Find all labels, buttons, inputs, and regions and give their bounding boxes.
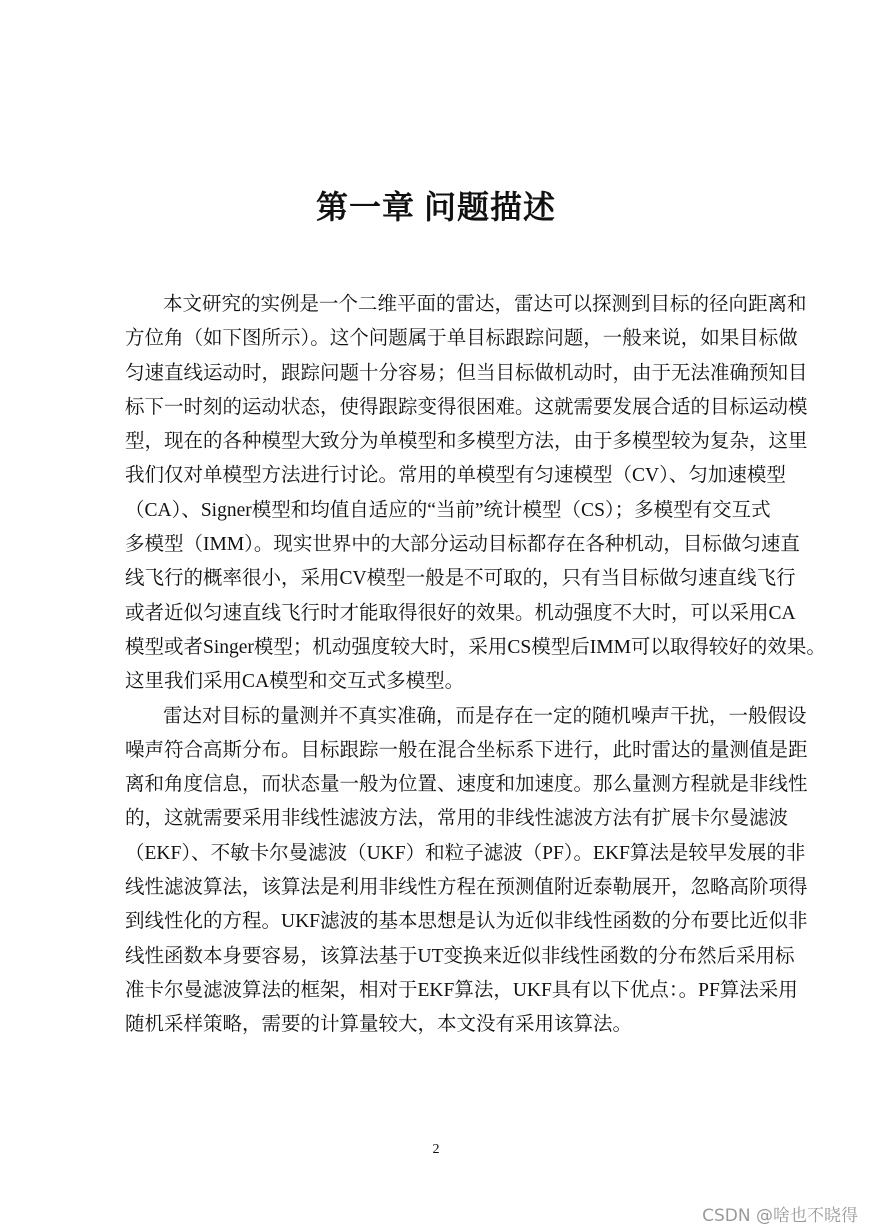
text-line: 方位角（如下图所示）。这个问题属于单目标跟踪问题，一般来说，如果目标做 (125, 328, 798, 350)
text-line: 标下一时刻的运动状态，使得跟踪变得很困难。这就需要发展合适的目标运动模 (125, 396, 808, 418)
text-line: 匀速直线运动时，跟踪问题十分容易；但当目标做机动时，由于无法准确预知目 (125, 362, 808, 384)
text-line: 本文研究的实例是一个二维平面的雷达，雷达可以探测到目标的径向距离和 (163, 294, 807, 315)
text-line: 或者近似匀速直线飞行时才能取得很好的效果。机动强度不大时，可以采用CA (125, 602, 796, 624)
text-line: （CA）、Signer模型和均值自适应的“当前”统计模型（CS）；多模型有交互式 (125, 499, 771, 521)
text-line: 雷达对目标的量测并不真实准确，而是存在一定的随机噪声干扰，一般假设 (163, 705, 807, 727)
text-line: 的，这就需要采用非线性滤波方法，常用的非线性滤波方法有扩展卡尔曼滤波 (125, 808, 789, 830)
chapter-title: 第一章 问题描述 (315, 189, 556, 225)
text-line: 线飞行的概率很小，采用CV模型一般是不可取的，只有当目标做匀速直线飞行 (125, 568, 796, 590)
text-line: （EKF）、不敏卡尔曼滤波（UKF）和粒子滤波（PF）。EKF算法是较早发展的非 (125, 842, 806, 864)
text-line: 这里我们采用CA模型和交互式多模型。 (125, 671, 465, 693)
text-line: 多模型（IMM）。现实世界中的大部分运动目标都存在各种机动，目标做匀速直 (125, 534, 800, 556)
text-line: 线性滤波算法，该算法是利用非线性方程在预测值附近泰勒展开，忽略高阶项得 (125, 877, 808, 899)
text-line: 型，现在的各种模型大致分为单模型和多模型方法，由于多模型较为复杂，这里 (125, 431, 808, 453)
text-line: 我们仅对单模型方法进行讨论。常用的单模型有匀速模型（CV）、匀加速模型 (125, 465, 786, 487)
document-body (125, 288, 826, 1043)
text-line: 噪声符合高斯分布。目标跟踪一般在混合坐标系下进行，此时雷达的量测值是距 (125, 739, 808, 761)
paragraph (125, 288, 826, 700)
text-line: 随机采样策略，需要的计算量较大，本文没有采用该算法。 (125, 1014, 633, 1036)
text-line: 模型或者Singer模型；机动强度较大时，采用CS模型后IMM可以取得较好的效果。 (125, 636, 826, 658)
watermark: CSDN @啥也不晓得 (702, 1206, 858, 1226)
page-number: 2 (432, 1142, 440, 1157)
text-line: 准卡尔曼滤波算法的框架，相对于EKF算法，UKF具有以下优点：。PF算法采用 (125, 979, 798, 1001)
text-line: 离和角度信息，而状态量一般为位置、速度和加速度。那么量测方程就是非线性 (125, 774, 808, 796)
text-line: 线性函数本身要容易，该算法基于UT变换来近似非线性函数的分布然后采用标 (125, 945, 795, 967)
paragraph (125, 700, 808, 1043)
text-line: 到线性化的方程。UKF滤波的基本思想是认为近似非线性函数的分布要比近似非 (125, 911, 808, 933)
